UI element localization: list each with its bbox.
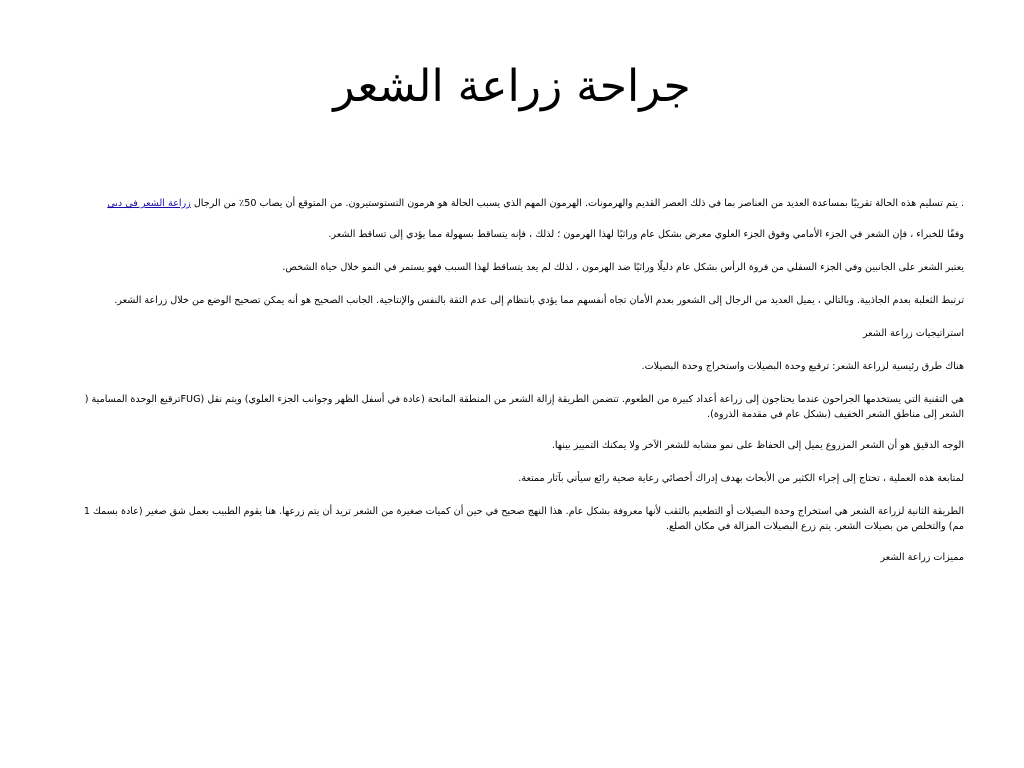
slide-body xyxy=(70,196,964,583)
slide-title: جراحة زراعة الشعر xyxy=(333,61,691,112)
hair-transplant-dubai-link[interactable]: زراعة الشعر في دبي xyxy=(107,198,191,209)
paragraph-experts: وفقًا للخبراء ، فإن الشعر في الجزء الأمامي وفوق الجزء العلوي معرض بشكل عام وراثيًا لهذا الهرمون ؛ لذلك ، فإنه يتساقط بسهولة مما يؤدي إلى تساقط الشعر. xyxy=(328,229,964,240)
paragraph-research: لمتابعة هذه العملية ، تحتاج إلى إجراء الكثير من الأبحاث بهدف إدراك أخصائي رعاية صحية رائع سيأتي بآثار ممتعة. xyxy=(518,473,964,484)
paragraph-intro-text: . يتم تسليم هذه الحالة تقريبًا بمساعدة العديد من العناصر بما في ذلك العصر القديم والهرمونات. الهرمون المهم الذي يسبب الحالة هو هرمون التستوستيرون. من المتوقع أن يصاب 50٪ من الرجال xyxy=(190,198,964,209)
paragraph-sides: يعتبر الشعر على الجانبين وفي الجزء السفلي من فروة الرأس بشكل عام دليلًا وراثيًا ضد الهرمون ، لذلك لم يعد يتساقط لهذا السبب فهو يستمر في النمو خلال حياة الشخص. xyxy=(282,262,964,273)
paragraph-fug: هي التقنية التي يستخدمها الجراحون عندما يحتاجون إلى زراعة أعداد كبيرة من الطعوم. تتضمن الطريقة إزالة الشعر من المنطقة المانحة (عادة في أسفل الظهر وجوانب الجزء العلوي) ويتم نقل (FUGترقيع الوحدة المسامية ( الشعر إلى مناطق الشعر الخفيف (بشكل عام في مقدمة الذروة). xyxy=(84,394,964,420)
paragraph-alopecia: ترتبط الثعلبة بعدم الجاذبية. وبالتالي ، يميل العديد من الرجال إلى الشعور بعدم الأمان تجاه أنفسهم مما يؤدي بانتظام إلى عدم الثقة بالنفس والإنتاجية. الجانب الصحيح هو أنه يمكن تصحيح الوضع من خلال زراعة الشعر. xyxy=(114,295,964,306)
heading-advantages: مميزات زراعة الشعر xyxy=(880,552,964,563)
paragraph-fue: الطريقة الثانية لزراعة الشعر هي استخراج وحدة البصيلات أو التطعيم بالثقب لأنها معروفة بشكل عام. هذا النهج صحيح في حين أن كميات صغيرة من الشعر تريد أن يتم زرعها. هنا يقوم الطبيب بعمل شق صغير (عادة بسمك 1 مم) والتخلص من بصيلات الشعر. يتم زرع البصيلات المزالة في مكان الصلع. xyxy=(83,506,964,532)
paragraph-intro xyxy=(70,196,964,211)
paragraph-methods: هناك طرق رئيسية لزراعة الشعر: ترقيع وحدة البصيلات واستخراج وحدة البصيلات. xyxy=(641,361,964,372)
paragraph-precise: الوجه الدقيق هو أن الشعر المزروع يميل إلى الحفاظ على نمو مشابه للشعر الآخر ولا يمكنك التمييز بينها. xyxy=(551,440,964,451)
heading-strategies: استراتيجيات زراعة الشعر xyxy=(862,328,964,339)
